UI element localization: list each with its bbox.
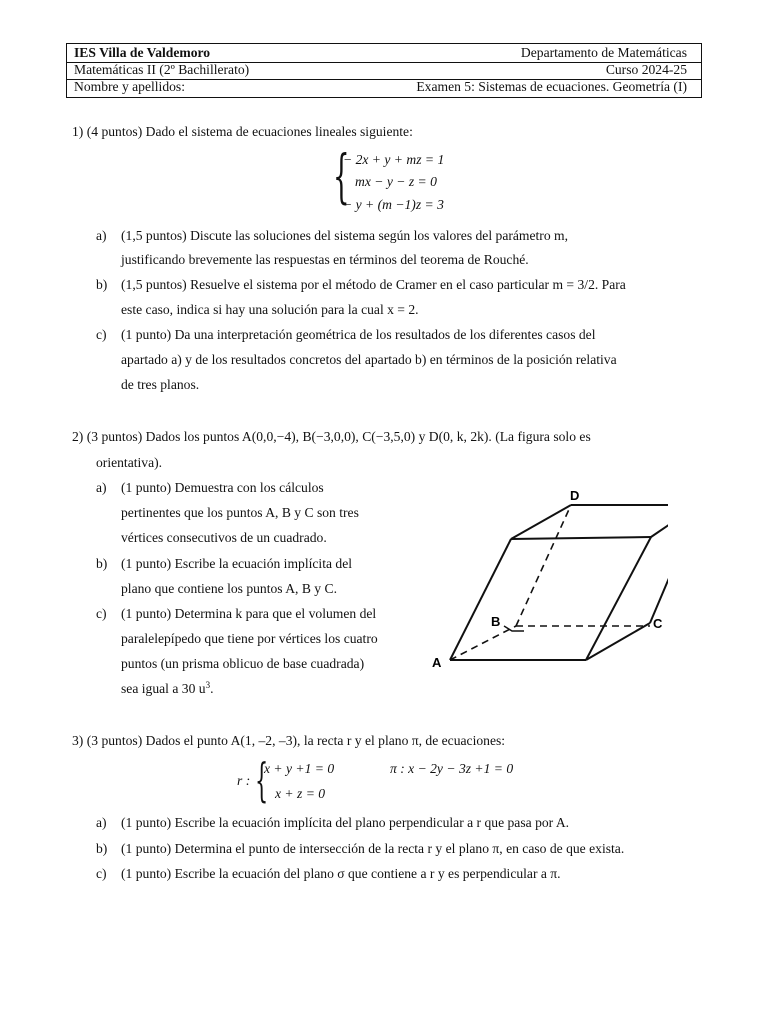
q1-c-line-3: de tres planos. bbox=[121, 377, 200, 392]
edge-top-left bbox=[511, 505, 571, 539]
q2-a-label: a) bbox=[96, 480, 107, 495]
q2-a-line-1: (1 punto) Demuestra con los cálculos bbox=[121, 480, 324, 495]
line-r-name: r : bbox=[237, 773, 251, 788]
q3-intro: 3) (3 puntos) Dados el punto A(1, –2, –3), la recta r y el plano π, de ecuaciones: bbox=[72, 733, 506, 748]
q3-a-text: (1 punto) Escribe la ecuación implícita del plano perpendicular a r que pasa por A. bbox=[121, 815, 570, 830]
q2-c-line-1: (1 punto) Determina k para que el volumen del bbox=[121, 606, 377, 621]
line-r-equation-2: x + z = 0 bbox=[275, 786, 326, 801]
q1-a-line-1: (1,5 puntos) Discute las soluciones del sistema según los valores del parámetro m, bbox=[121, 228, 568, 243]
q1-equation-1: − 2x + y + mz = 1 bbox=[343, 152, 445, 167]
q2-c-line-2: paralelepípedo que tiene por vértices los cuatro bbox=[121, 631, 378, 646]
q1-a-label: a) bbox=[96, 228, 107, 243]
q1-b-line-2: este caso, indica si hay una solución para la cual x = 2. bbox=[121, 302, 419, 317]
q2-b-line-1: (1 punto) Escribe la ecuación implícita del bbox=[121, 556, 353, 571]
q3-b-label: b) bbox=[96, 841, 108, 856]
name-label: Nombre y apellidos: bbox=[74, 79, 185, 94]
q2-c-label: c) bbox=[96, 606, 107, 621]
department-name: Departamento de Matemáticas bbox=[520, 45, 687, 60]
q1-a-line-2: justificando brevemente las respuestas en términos del teorema de Rouché. bbox=[121, 252, 529, 267]
q3-c-label: c) bbox=[96, 866, 107, 881]
q2-b-line-2: plano que contiene los puntos A, B y C. bbox=[121, 581, 337, 596]
edge-left-front bbox=[450, 539, 511, 660]
q1-intro: 1) (4 puntos) Dado el sistema de ecuaciones lineales siguiente: bbox=[72, 124, 413, 139]
q2-b-label: b) bbox=[96, 556, 108, 571]
plane-pi-equation: π : x − 2y − 3z +1 = 0 bbox=[390, 761, 514, 776]
header-row-3 bbox=[74, 79, 687, 96]
line-r-equation-1: x + y +1 = 0 bbox=[264, 761, 335, 776]
q1-c-label: c) bbox=[96, 327, 107, 342]
q3-c-text: (1 punto) Escribe la ecuación del plano σ que contiene a r y es perpendicular a π. bbox=[121, 866, 561, 881]
q3-b-text: (1 punto) Determina el punto de intersección de la recta r y el plano π, en caso de que exista. bbox=[121, 841, 625, 856]
course-year: Curso 2024-25 bbox=[605, 62, 687, 77]
parallelepiped-figure bbox=[428, 485, 668, 675]
q1-b-line-1: (1,5 puntos) Resuelve el sistema por el método de Cramer en el caso particular m = 3/2. Para bbox=[121, 277, 626, 292]
q2-a-line-2: pertinentes que los puntos A, B y C son tres bbox=[121, 505, 359, 520]
q2-a-line-3: vértices consecutivos de un cuadrado. bbox=[121, 530, 327, 545]
q2-intro-1: 2) (3 puntos) Dados los puntos A(0,0,−4), B(−3,0,0), C(−3,5,0) y D(0, k, 2k). (La figura solo es bbox=[72, 429, 591, 444]
header-row-2 bbox=[74, 62, 687, 79]
q2-c-line-4-text: sea igual a 30 u bbox=[121, 681, 206, 696]
cubic-exponent: 3 bbox=[205, 680, 211, 690]
label-b: B bbox=[491, 614, 501, 629]
q2-c-line-4-end: . bbox=[210, 681, 214, 696]
q2-intro-2: orientativa). bbox=[96, 455, 163, 470]
exam-title: Examen 5: Sistemas de ecuaciones. Geometría (I) bbox=[416, 79, 687, 94]
q3-a-label: a) bbox=[96, 815, 107, 830]
q1-c-line-2: apartado a) y de los resultados concretos del apartado b) en términos de la posición relativa bbox=[121, 352, 617, 367]
system-brace: { bbox=[333, 142, 350, 210]
label-a: A bbox=[432, 655, 442, 670]
exam-header bbox=[66, 43, 702, 98]
q1-b-label: b) bbox=[96, 277, 108, 292]
line-r-brace: { bbox=[255, 753, 269, 807]
edge-top-right bbox=[651, 505, 668, 537]
subject-name: Matemáticas II (2º Bachillerato) bbox=[74, 62, 250, 77]
q1-equation-2: mx − y − z = 0 bbox=[355, 174, 437, 189]
q1-c-line-1: (1 punto) Da una interpretación geométrica de los resultados de los diferentes casos del bbox=[121, 327, 596, 342]
q1-equation-3: − y + (m −1)z = 3 bbox=[343, 197, 444, 212]
label-c: C bbox=[653, 616, 663, 631]
edge-hidden-ab bbox=[450, 626, 516, 660]
edge-hidden-bd bbox=[516, 505, 571, 626]
edge-right-back bbox=[650, 507, 668, 623]
school-name: IES Villa de Valdemoro bbox=[74, 45, 211, 60]
edge-top-front bbox=[511, 537, 651, 539]
label-d: D bbox=[570, 488, 580, 503]
header-row-1 bbox=[74, 45, 687, 62]
q2-c-line-4 bbox=[121, 681, 213, 697]
q2-c-line-3: puntos (un prisma oblicuo de base cuadrada) bbox=[121, 656, 365, 671]
